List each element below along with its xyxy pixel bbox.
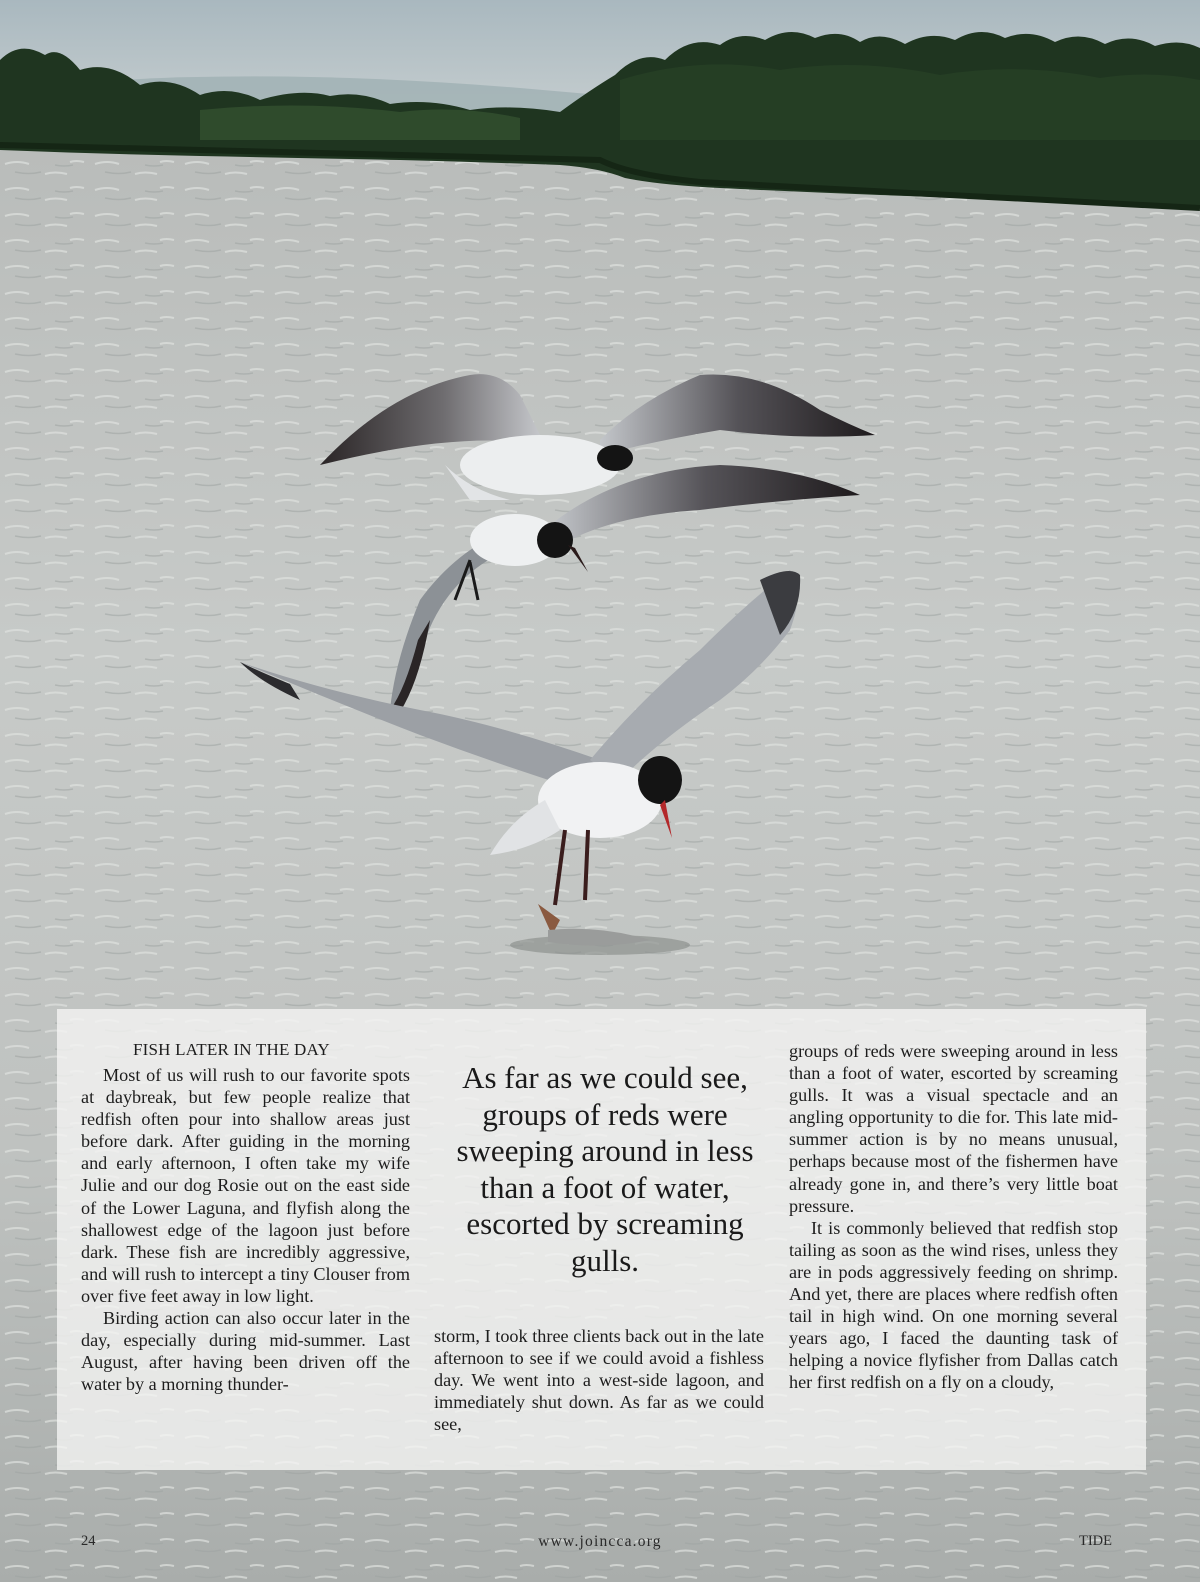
pull-quote: As far as we could see, groups of reds were sweeping around in less than a foot of water, escorted by screaming gulls.	[456, 1060, 754, 1278]
article-column-3	[789, 1040, 1118, 1394]
page-number: 24	[81, 1533, 96, 1549]
article-column-2	[434, 1325, 764, 1435]
paragraph: Birding action can also occur later in the day, especially during mid-summer. Last August, after having been driven off the water by a morning thunder-	[81, 1308, 410, 1395]
paragraph: groups of reds were sweeping around in less than a foot of water, escorted by screaming gulls. It was a visual spectacle and an angling opportunity to die for. This late mid-summer action is by no means unusual, perhaps because most of the fishermen have already gone in, and there’s very little boat pressure.	[789, 1041, 1118, 1216]
footer-url: www.joincca.org	[538, 1533, 662, 1550]
magazine-name: TIDE	[1078, 1533, 1112, 1549]
paragraph: Most of us will rush to our favorite spots at daybreak, but few people realize that redfish often pour into shallow areas just before dark. After guiding in the morning and early afternoon, I often take my wife Julie and our dog Rosie out on the east side of the Lower Laguna, and flyfish along the shallowest edge of the lagoon just before dark. These fish are incredibly aggressive, and will rush to intercept a tiny Clouser from over five feet away in low light.	[81, 1065, 410, 1306]
article-column-1	[81, 1064, 410, 1395]
section-subhead: FISH LATER IN THE DAY	[133, 1040, 330, 1059]
paragraph: It is commonly believed that redfish stop tailing as soon as the wind rises, unless they are in pods aggressively feeding on shrimp. And yet, there are places where redfish often tail in high wind. On one morning several years ago, I faced the daunting task of helping a novice flyfisher from Dallas catch her first redfish on a fly on a cloudy,	[789, 1217, 1118, 1393]
paragraph: storm, I took three clients back out in the late afternoon to see if we could avoid a fishless day. We went into a west-side lagoon, and immediately shut down. As far as we could see,	[434, 1326, 764, 1435]
